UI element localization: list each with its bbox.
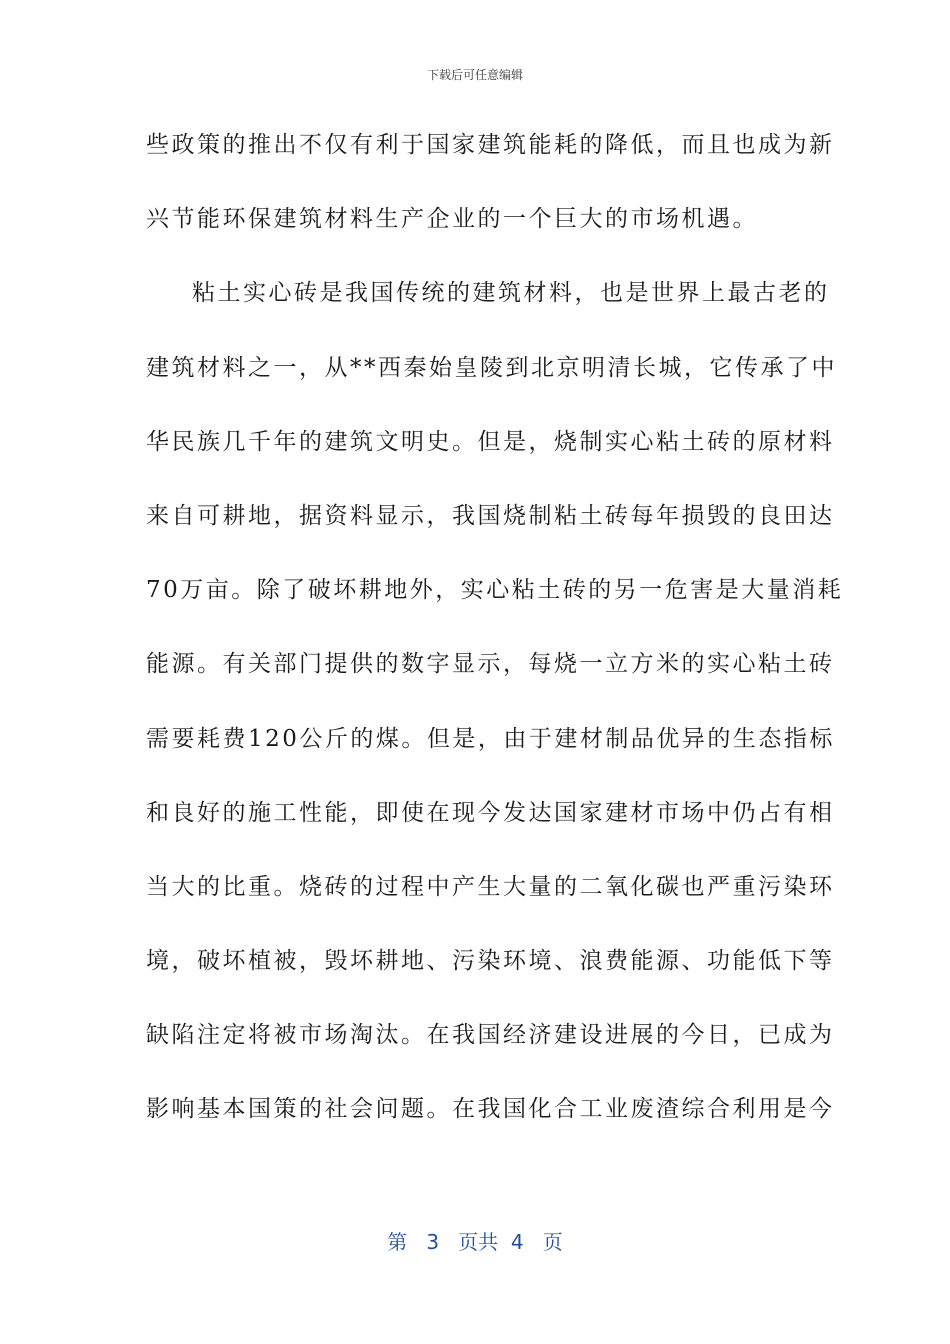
document-body [146,124,844,1163]
text-line: 兴节能环保建筑材料生产企业的一个巨大的市场机遇。 [146,206,758,233]
text-line: 华民族几千年的建筑文明史。但是，烧制实心粘土砖的原材料 [146,428,835,455]
footer-prefix: 第 [387,1230,408,1254]
text-line: 些政策的推出不仅有利于国家建筑能耗的降低，而且也成为新 [146,132,835,158]
text-line: 影响基本国策的社会问题。在我国化合工业废渣综合利用是今 [146,1096,835,1123]
text-line: 当大的比重。烧砖的过程中产生大量的二氧化碳也严重污染环 [146,873,835,900]
text-line: 境，破坏植被，毁坏耕地、污染环境、浪费能源、功能低下等 [146,948,835,975]
text-line: 建筑材料之一，从**西秦始皇陵到北京明清长城，它传承了中 [146,354,837,381]
total-pages-number: 4 [510,1230,524,1254]
text-line: 缺陷注定将被市场淘汰。在我国经济建设进展的今日，已成为 [146,1022,835,1049]
paragraph-first-line: 粘土实心砖是我国传统的建筑材料，也是世界上最古老的 [192,280,830,307]
text-line: 需要耗费120公斤的煤。但是，由于建材制品优异的生态指标 [146,725,835,752]
text-line: 来自可耕地，据资料显示，我国烧制粘土砖每年损毁的良田达 [146,502,835,529]
text-line: 70万亩。除了破坏耕地外，实心粘土砖的另一危害是大量消耗 [146,577,844,604]
current-page-number: 3 [426,1230,440,1254]
page-footer [0,1226,950,1255]
header-note: 下载后可任意编辑 [426,68,523,82]
text-line: 和良好的施工性能，即使在现今发达国家建材市场中仍占有相 [146,799,835,826]
text-line: 能源。有关部门提供的数字显示，每烧一立方米的实心粘土砖 [146,651,835,678]
footer-middle: 页共 [458,1230,499,1254]
footer-suffix: 页 [542,1230,563,1254]
